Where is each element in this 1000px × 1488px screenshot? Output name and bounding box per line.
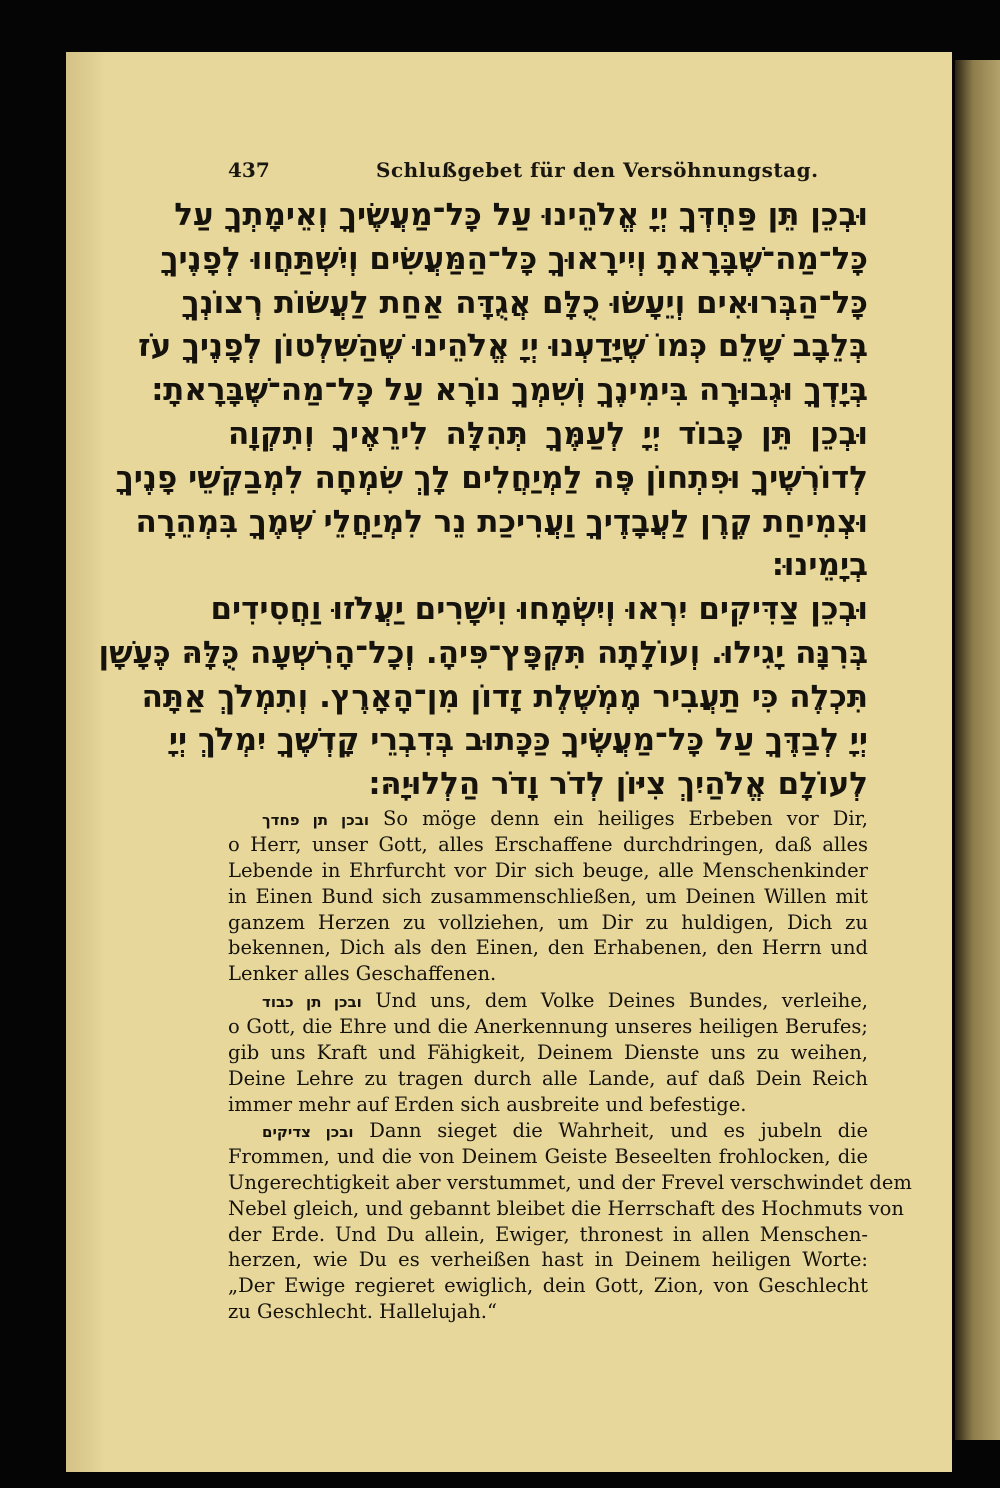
hebrew-cue: ובכן צדיקים <box>262 1123 354 1141</box>
hebrew-cue: ובכן תן פחדך <box>262 811 369 829</box>
german-line: bekennen, Dich als den Einen, den Erhabenen, den Herrn und <box>228 936 868 960</box>
hebrew-line: וּצְמִיחַת קֶרֶן לַעֲבָדֶיךָ וַעֲרִיכַת נֵר לִמְיַחֲלֵי שְׁמֶךָ בִּמְהֵרָה <box>135 503 868 540</box>
german-line: Frommen, und die von Deinem Geiste Beseelten frohlocken, die <box>228 1144 868 1168</box>
german-line: immer mehr auf Erden sich ausbreite und befestige. <box>228 1092 747 1116</box>
german-paragraph-3 <box>228 1118 912 1325</box>
german-paragraph-1 <box>228 806 868 987</box>
german-line: Deine Lehre zu tragen durch alle Lande, auf daß Dein Reich <box>228 1066 868 1090</box>
german-line: gib uns Kraft und Fähigkeit, Deinem Dienste uns zu weihen, <box>228 1040 868 1064</box>
german-line: o Gott, die Ehre und die Anerkennung unseres heiligen Berufes; <box>228 1014 868 1038</box>
adjacent-page-edge <box>955 60 1000 1440</box>
hebrew-line: בְּרִנָּה יָגִילוּ. וְעוֹלָתָה תִּקְפָּץ־פִּיהָ. וְכָל־הָרִשְׁעָה כֻּלָּהּ כֶּעָשָׁן <box>98 634 868 671</box>
hebrew-line: וּבְכֵן תֵּן כָּבוֹד יְיָ לְעַמֶּךָ תְּהִלָּה לִירֵאֶיךָ וְתִקְוָה <box>228 416 868 452</box>
german-paragraph-2 <box>228 988 868 1117</box>
hebrew-line: כָּל־מַה־שֶּׁבָּרָאתָ וְיִירָאוּךָ כָּל־הַמַּעֲשִׂים וְיִשְׁתַּחֲווּ לְפָנֶיךָ <box>160 240 868 277</box>
hebrew-line: בְּלֵבָב שָׁלֵם כְּמוֹ שֶׁיָּדַעְנוּ יְיָ אֱלֹהֵינוּ שֶׁהַשִּׁלְטוֹן לְפָנֶיךָ עֹז <box>138 328 868 365</box>
german-line: der Erde. Und Du allein, Ewiger, thronest in allen Menschen- <box>228 1222 868 1246</box>
german-line: ובכן תן כבוד Und uns, dem Volke Deines Bundes, verleihe, <box>262 989 868 1012</box>
german-line: zu Geschlecht. Hallelujah.“ <box>228 1300 497 1324</box>
hebrew-paragraph-2 <box>115 413 868 588</box>
hebrew-line: וּבְכֵן תֵּן פַּחְדְּךָ יְיָ אֱלֹהֵינוּ עַל כָּל־מַעֲשֶׂיךָ וְאֵימָתְךָ עַל <box>174 197 868 233</box>
german-line: „Der Ewige regieret ewiglich, dein Gott, Zion, von Geschlecht <box>228 1274 868 1298</box>
german-line: Lebende in Ehrfurcht vor Dir sich beuge, alle Menschenkinder <box>228 858 868 882</box>
running-title: Schlußgebet für den Versöhnungstag. <box>376 158 819 182</box>
hebrew-line: וּבְכֵן צַדִּיקִים יִרְאוּ וְיִשְׂמָחוּ וִישָׁרִים יַעֲלֹזוּ וַחֲסִידִים <box>210 591 868 627</box>
hebrew-line: בְּיָדְךָ וּגְבוּרָה בִּימִינֶךָ וְשִׁמְךָ נוֹרָא עַל כָּל־מַה־שֶּׁבָּרָאתָ׃ <box>151 372 868 409</box>
hebrew-line: תִּכְלֶה כִּי תַעֲבִיר מֶמְשֶׁלֶת זָדוֹן מִן־הָאָרֶץ. וְתִמְלֹךְ אַתָּה <box>141 678 868 715</box>
running-header <box>228 158 868 188</box>
hebrew-line: בְיָמֵינוּ׃ <box>772 547 868 584</box>
hebrew-paragraph-3 <box>98 588 868 807</box>
german-line: ganzem Herzen zu vollziehen, um Dir zu huldigen, Dich zu <box>228 910 868 934</box>
german-line: in Einen Bund sich zusammenschließen, um Deinen Willen mit <box>228 884 868 908</box>
german-line: Nebel gleich, und gebannt bleibet die Herrschaft des Hochmuts von <box>228 1196 904 1220</box>
german-line: Lenker alles Geschaffenen. <box>228 962 497 986</box>
hebrew-paragraph-1 <box>138 194 868 413</box>
hebrew-cue: ובכן תן כבוד <box>262 993 362 1011</box>
german-line: Ungerechtigkeit aber verstummet, und der Frevel verschwindet dem <box>228 1170 912 1194</box>
hebrew-line: כָּל־הַבְּרוּאִים וְיֵעָשׂוּ כֻלָּם אֲגֻדָּה אַחַת לַעֲשׂוֹת רְצוֹנְךָ <box>181 284 868 321</box>
german-line: ובכן תן פחדך So möge denn ein heiliges Erbeben vor Dir, <box>262 807 868 830</box>
hebrew-line: יְיָ לְבַדֶּךָ עַל כָּל־מַעֲשֶׂיךָ כַּכָּתוּב בְּדִבְרֵי קָדְשֶׁךָ יִמְלֹךְ יְיָ <box>168 722 868 759</box>
german-line: herzen, wie Du es verheißen hast in Deinem heiligen Worte: <box>228 1248 868 1272</box>
german-line: ובכן צדיקים Dann sieget die Wahrheit, und es jubeln die <box>262 1119 868 1142</box>
german-line: o Herr, unser Gott, alles Erschaffene durchdringen, daß alles <box>228 832 868 856</box>
hebrew-line: לְעוֹלָם אֱלֹהַיִךְ צִיּוֹן לְדֹר וָדֹר הַלְלוּיָהּ׃ <box>368 766 868 803</box>
hebrew-line: לְדוֹרְשֶׁיךָ וּפִתְחוֹן פֶּה לַמְיַחֲלִים לָךְ שִׂמְחָה לִמְבַקְשֵׁי פָנֶיךָ <box>115 459 868 496</box>
page-number: 437 <box>228 158 270 182</box>
